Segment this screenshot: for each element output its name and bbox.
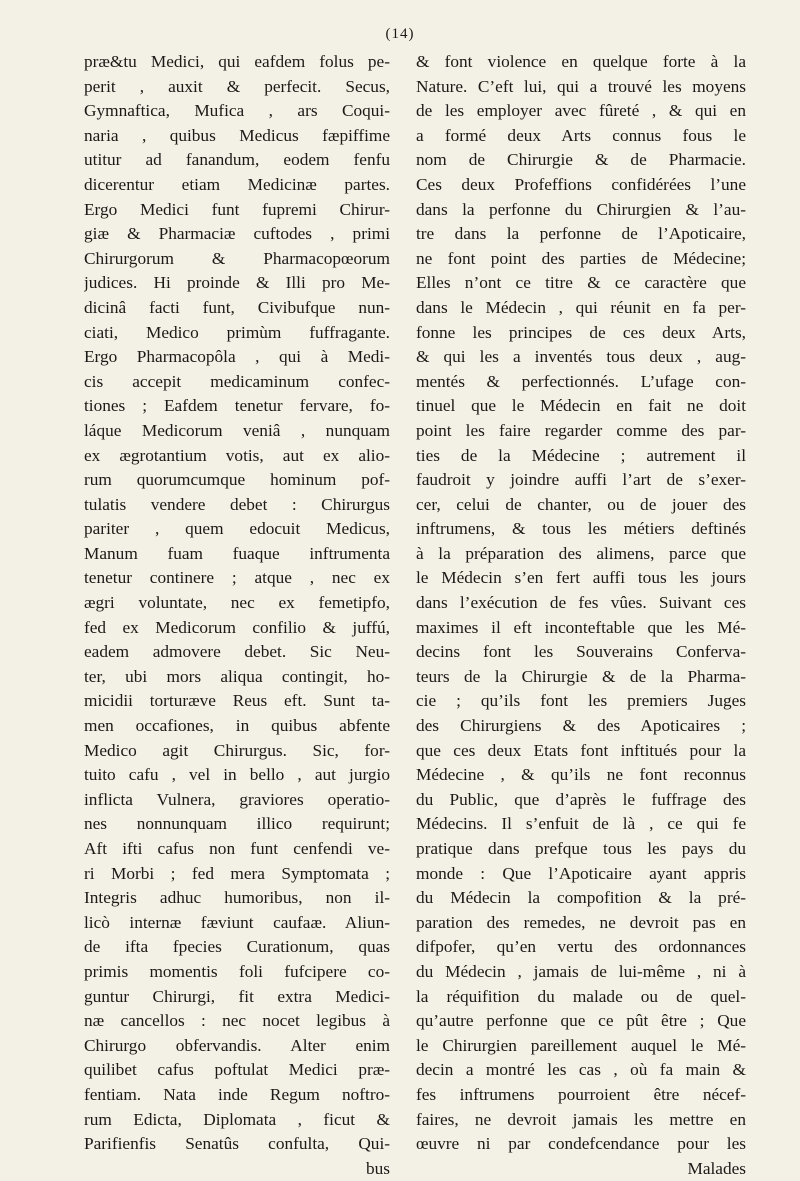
text-line: Aft ifti cafus non funt cenfendi ve- <box>84 839 390 858</box>
text-line: Parifienfis Senatûs confulta, Qui- <box>84 1134 390 1154</box>
text-line: præ&tu Medici, qui eafdem folus pe- <box>84 52 390 71</box>
text-line: pariter , quem edocuit Medicus, <box>84 519 390 539</box>
text-line: Medico agit Chirurgus. Sic, for- <box>84 740 390 760</box>
french-text-column <box>416 50 746 1181</box>
text-line: Manum fuam fuaque inftrumenta <box>84 543 390 563</box>
text-line: maximes il eft inconteftable que les Mé- <box>416 617 746 637</box>
page-number: (14) <box>385 26 415 42</box>
text-line: cie ; qu’ils font les premiers Juges <box>416 691 746 711</box>
text-line: Ergo Medici funt fupremi Chirur- <box>84 199 390 219</box>
text-line: fentiam. Nata inde Regum noftro- <box>84 1084 390 1104</box>
text-line: faires, ne devroit jamais les mettre en <box>416 1109 746 1129</box>
text-line: dicinâ facti funt, Civibufque nun- <box>84 297 390 317</box>
text-line: paration des remedes, ne devroit pas en <box>416 912 746 932</box>
text-line: Elles n’ont ce titre & ce caractère que <box>416 273 746 293</box>
text-line: tenetur continere ; atque , nec ex <box>84 568 390 588</box>
text-line: du Public, que d’après le fuffrage des <box>416 789 746 809</box>
text-line: Gymnaftica, Mufica , ars Coqui- <box>84 101 390 121</box>
text-line: ter, ubi mors aliqua contingit, ho- <box>84 666 390 686</box>
text-line: tre dans la perfonne de l’Apoticaire, <box>416 224 746 244</box>
text-line: fonne les principes de ces deux Arts, <box>416 322 746 342</box>
text-line: rum Edicta, Diplomata , ficut & <box>84 1109 390 1129</box>
text-line: eadem admovere debet. Sic Neu- <box>84 642 390 662</box>
text-line: næ cancellos : nec nocet legibus à <box>84 1011 390 1031</box>
text-line: & font violence en quelque forte à la <box>416 52 746 71</box>
text-line: tiones ; Eafdem tenetur fervare, fo- <box>84 396 390 416</box>
text-line: nom de Chirurgie & de Pharmacie. <box>416 150 746 170</box>
text-line: ciati, Medico primùm fuffragante. <box>84 322 390 342</box>
text-line: nes nonnunquam illico requirunt; <box>84 814 390 834</box>
text-line: quilibet cafus poftulat Medici præ- <box>84 1060 390 1080</box>
text-line: monde : Que l’Apoticaire ayant appris <box>416 863 746 883</box>
latin-text-column <box>84 50 390 1181</box>
text-line: le Médecin s’en fert auffi tous les jours <box>416 568 746 588</box>
text-line: perit , auxit & perfecit. Secus, <box>84 76 390 96</box>
text-line: guntur Chirurgi, fit extra Medici- <box>84 986 390 1006</box>
text-line: micidii torturæve Reus eft. Sunt ta- <box>84 691 390 711</box>
text-line: tulatis vendere debet : Chirurgus <box>84 494 390 514</box>
text-line: Ergo Pharmacopôla , qui à Medi- <box>84 347 390 367</box>
text-line: ri Morbi ; fed mera Symptomata ; <box>84 863 390 883</box>
text-line: point les faire regarder comme des par- <box>416 420 746 440</box>
text-line: fes inftrumens pourroient être nécef- <box>416 1084 746 1104</box>
text-line: giæ & Pharmaciæ cuftodes , primi <box>84 224 390 244</box>
text-line: ties de la Médecine ; autrement il <box>416 445 746 465</box>
text-line: Nature. C’eft lui, qui a trouvé les moyens <box>416 76 746 96</box>
text-line: faudroit y joindre auffi l’art de s’exer- <box>416 470 746 490</box>
text-line: de ifta fpecies Curationum, quas <box>84 937 390 957</box>
text-line: Integris adhuc humoribus, non il- <box>84 888 390 908</box>
text-line: fed ex Medicorum confilio & juffú, <box>84 617 390 637</box>
text-line: naria , quibus Medicus fæpiffime <box>84 125 390 145</box>
text-line: teurs de la Chirurgie & de la Pharma- <box>416 666 746 686</box>
text-line: inftrumens, & tous les métiers deftinés <box>416 519 746 539</box>
text-line: decin a montré les cas , où fa main & <box>416 1060 746 1080</box>
text-line: de les employer avec fûreté , & qui en <box>416 101 746 121</box>
text-line: ne font point des parties de Médecine; <box>416 248 746 268</box>
text-line: láque Medicorum veniâ , nunquam <box>84 420 390 440</box>
text-line: œuvre ni par condefcendance pour les <box>416 1134 746 1154</box>
text-line: la réquifition du malade ou de quel- <box>416 986 746 1006</box>
text-line: & qui les a inventés tous deux , aug- <box>416 347 746 367</box>
text-line: Chirurgo obfervandis. Alter enim <box>84 1035 390 1055</box>
text-line: Médecins. Il s’enfuit de là , ce qui fe <box>416 814 746 834</box>
text-line: que ces deux Etats font inftitués pour la <box>416 740 746 760</box>
text-line: inflicta Vulnera, graviores operatio- <box>84 789 390 809</box>
text-line: dans la perfonne du Chirurgien & l’au- <box>416 199 746 219</box>
text-line: dans le Médecin , qui réunit en fa per- <box>416 297 746 317</box>
text-line: ægri voluntate, nec ex femetipfo, <box>84 593 390 613</box>
text-line: du Médecin la compofition & la pré- <box>416 888 746 908</box>
text-line: utitur ad fanandum, eodem fenfu <box>84 150 390 170</box>
text-line: men occafiones, in quibus abfente <box>84 716 390 736</box>
text-line: mentés & perfectionnés. L’ufage con- <box>416 371 746 391</box>
text-line: primis momentis foli fufcipere co- <box>84 961 390 981</box>
text-line: rum quorumcumque hominum pof- <box>84 470 390 490</box>
text-line: difpofer, qu’en vertu des ordonnances <box>416 937 746 957</box>
text-line: tuito cafu , vel in bello , aut jurgio <box>84 765 390 785</box>
text-line: Ces deux Profeffions confidérées l’une <box>416 174 746 194</box>
text-line: a formé deux Arts connus fous le <box>416 125 746 145</box>
text-line: tinuel que le Médecin en fait ne doit <box>416 396 746 416</box>
text-line: du Médecin , jamais de lui-même , ni à <box>416 961 746 981</box>
text-line: decins font les Souverains Conferva- <box>416 642 746 662</box>
text-line: Chirurgorum & Pharmacopœorum <box>84 248 390 268</box>
text-line: qu’autre perfonne que ce pût être ; Que <box>416 1011 746 1031</box>
text-line: à la préparation des alimens, parce que <box>416 543 746 563</box>
text-line: licò internæ fæviunt caufaæ. Aliun- <box>84 912 390 932</box>
text-line: cis accepit medicaminum confec- <box>84 371 390 391</box>
text-line: Médecine , & qu’ils ne font reconnus <box>416 765 746 785</box>
text-line: Malades <box>687 1158 746 1178</box>
text-line: dans l’exécution de fes vûes. Suivant ces <box>416 593 746 613</box>
text-line: dicerentur etiam Medicinæ partes. <box>84 174 390 194</box>
text-line: pratique dans prefque tous les pays du <box>416 839 746 858</box>
text-line: judices. Hi proinde & Illi pro Me- <box>84 273 390 293</box>
text-line: le Chirurgien pareillement auquel le Mé- <box>416 1035 746 1055</box>
text-line: bus <box>365 1158 390 1178</box>
text-line: des Chirurgiens & des Apoticaires ; <box>416 716 746 736</box>
text-line: cer, celui de chanter, ou de jouer des <box>416 494 746 514</box>
text-line: ex ægrotantium votis, aut ex alio- <box>84 445 390 465</box>
